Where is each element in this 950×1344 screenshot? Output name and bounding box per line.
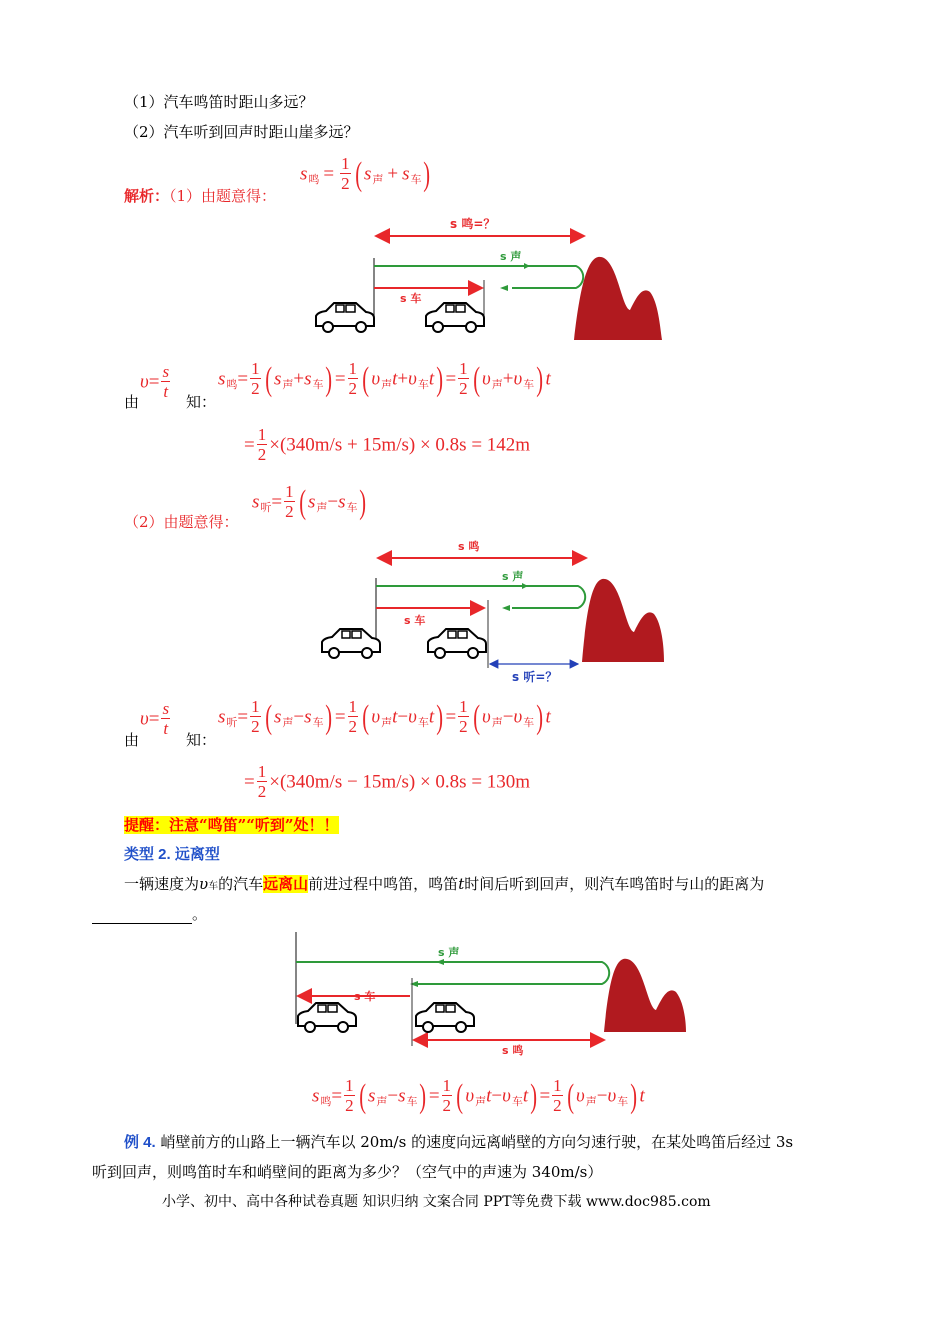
diagram3-car-label: s 车 [354,990,376,1003]
derivation-2: $s_听=$ $\frac{1}{2}$ ( $s_声-s_车$) = $\frac{1}{2}$ ( $\upsilon_声t-\upsilon_车t$) = $\frac{1}{2}$ ( $\upsilon_声-\upsilon_车$) t [218,697,551,736]
analysis-text: （1）由题意得： [169,187,277,205]
diagram3-total-label: s 鸣 [502,1044,524,1057]
diagram1-car-label: s 车 [400,292,422,305]
mountain-icon [604,959,686,1032]
formula-header-1: $s_鸣$ = $\frac{1}{2}$ ( $s_声 + s_车$) [300,154,431,193]
car-icon [428,629,486,658]
diagram-approach-1 [300,208,670,348]
car-icon [426,303,484,332]
diagram-away [288,928,698,1058]
part2-text: （2）由题意得： [124,513,239,531]
diagram1-sound-label: s 声 [500,250,522,263]
mountain-icon [574,257,662,340]
analysis-line [124,186,276,206]
sound-path [374,266,583,288]
know-label-2: 知： [186,731,217,749]
diagram2-sound-label: s 声 [502,570,524,583]
car-icon [416,1003,474,1032]
formula-header-2: $s_听=$ $\frac{1}{2}$ ( $s_声-s_车$) [252,482,367,521]
calculation-1: = $\frac{1}{2}$ ×(340m/s + 15m/s) × 0.8s = 142m [244,425,531,464]
type2-title: 类型 2. 远离型 [124,846,220,863]
from-label-1: 由 [124,393,140,411]
from-label-2: 由 [124,731,140,749]
analysis-label: 解析： [124,187,170,205]
reminder-text: 提醒：注意“鸣笛”“听到”处！！ [124,816,339,834]
formula-away: $s_鸣=$ $\frac{1}{2}$ ( $s_声-s_车$) = $\frac{1}{2}$ ( $\upsilon_声t-\upsilon_车t$) = $\frac{1}{2}$ ( $\upsilon_声-\upsilon_车$) t [312,1076,645,1115]
car-icon [322,629,380,658]
know-label-1: 知： [186,393,217,411]
blank-line [92,909,192,924]
reminder [124,815,339,835]
type2-highlight: 远离山 [263,875,309,893]
diagram-approach-2 [316,538,666,688]
calculation-2: = $\frac{1}{2}$ ×(340m/s − 15m/s) × 0.8s = 130m [244,762,531,801]
question-2: （2）汽车听到回声时距山崖多远？ [124,123,359,141]
diagram1-total-label: s 鸣=？ [450,217,496,231]
type2-text: 一辆速度为υ车的汽车远离山前进过程中鸣笛，鸣笛t时间后听到回声，则汽车鸣笛时与山的距离为 [124,875,765,893]
velocity-formula-1: υ= $\frac{s}{t}$ [140,362,170,401]
example-4-line-2: 听到回声，则鸣笛时车和峭壁间的距离为多少？（空气中的声速为 340m/s） [92,1163,603,1181]
velocity-formula-2: υ= $\frac{s}{t}$ [140,699,170,738]
mountain-icon [582,579,664,662]
car-icon [298,1003,356,1032]
diagram2-listen-label: s 听=？ [512,670,558,684]
diagram2-car-label: s 车 [404,614,426,627]
footer: 小学、初中、高中各种试卷真题 知识归纳 文案合同 PPT等免费下载 www.doc985.com [162,1194,711,1210]
question-1: （1）汽车鸣笛时距山多远？ [124,93,314,111]
diagram3-sound-label: s 声 [438,946,460,959]
car-icon [316,303,374,332]
answer-blank: 。 [92,904,207,924]
diagram2-total-label: s 鸣 [458,540,480,553]
derivation-1: $s_鸣=$ $\frac{1}{2}$ ( $s_声+s_车$) = $\frac{1}{2}$ ( $\upsilon_声t+\upsilon_车t$) = $\frac{1}{2}$ ( $\upsilon_声+\upsilon_车$) t [218,359,551,398]
example-4-line-1: 例 4. 峭壁前方的山路上一辆汽车以 20m/s 的速度向远离峭壁的方向匀速行驶，在某处鸣笛后经过 3s [124,1133,794,1151]
example-label: 例 4. [124,1134,156,1151]
